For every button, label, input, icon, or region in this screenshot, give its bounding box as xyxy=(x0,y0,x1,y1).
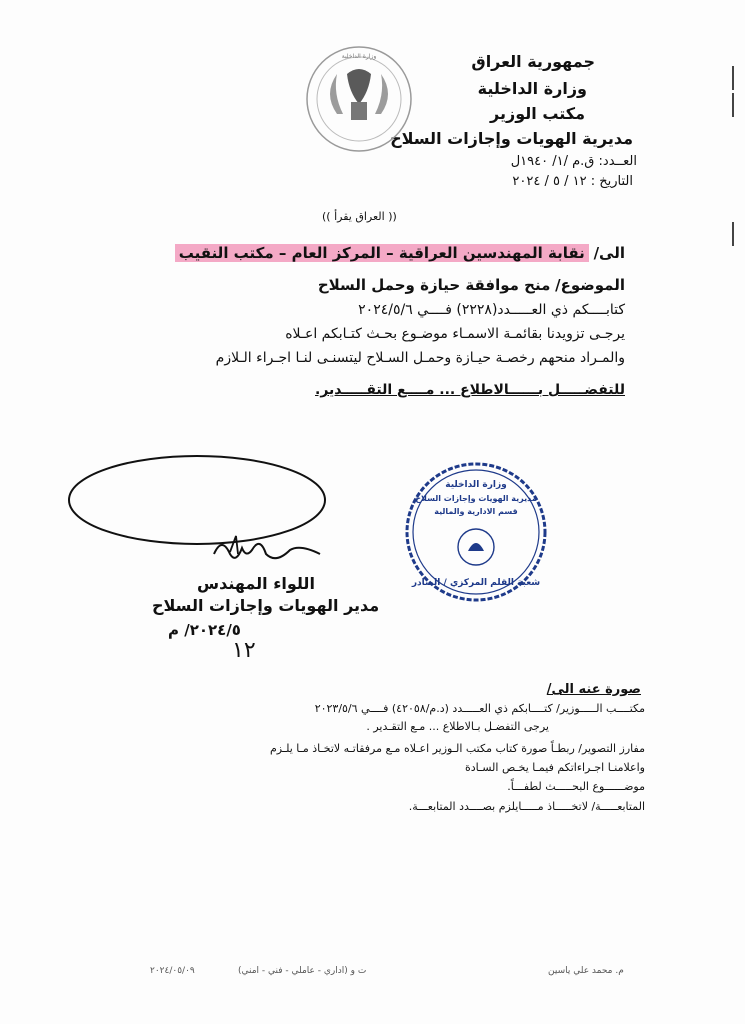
recipient: نقابة المهندسين العراقية – المركز العام – مكتب النقيب xyxy=(175,244,589,262)
subject-line xyxy=(318,276,625,294)
header-directorate: مديرية الهويات وإجازات السلاح xyxy=(390,129,633,148)
signatory-title: مدير الهويات وإجازات السلاح xyxy=(152,596,380,615)
ref-number-value: ق.م /١/ ١٩٤٠ل xyxy=(510,154,595,169)
header-ministry: وزارة الداخلية xyxy=(477,79,587,98)
copy-item-1b: يرجى التفضـل بـالاطلاع ... مـع التقـدير . xyxy=(366,720,549,733)
copy-item-2c: موضــــــوع البحـــــث لطفـــاً. xyxy=(507,780,645,793)
footer-initials: ت و (اداري - عاملي - فني - امني) xyxy=(238,966,367,976)
header-office: مكتب الوزير xyxy=(490,104,585,123)
subject: منح موافقة حيازة وحمل السلاح xyxy=(317,276,551,294)
emblem-text: وزارة الداخلية xyxy=(341,53,377,60)
copy-item-2b: واعلامنـا اجـراءاتكم فيمـا يخـص السـادة xyxy=(465,761,645,774)
copy-item-1a: مكتــــب الـــــوزير/ كتــــابكم ذي العـــــدد (د.م/٤٢٠٥٨) فــــي ٢٠٢٣/٥/٦ xyxy=(314,702,645,715)
body-line-1: كتابــــكم ذي العـــــدد(٢٢٢٨) فــــي ٢٠٢٤/٥/٦ xyxy=(358,302,625,318)
body-line-3: والمـراد منحهم رخصـة حيـازة وحمـل السـلاح ليتسنـى لنـا اجـراء الـلازم xyxy=(215,350,625,366)
signature xyxy=(210,530,330,570)
stamp-line-3: قسم الادارية والمالية xyxy=(434,507,518,516)
body-line-2: يرجـى تزويدنا بقائمـة الاسمـاء موضـوع بحـث كتـابكم اعـلاه xyxy=(285,326,625,342)
stamp-line-4: شعبة القلم المركزي / الصادر xyxy=(411,578,541,588)
stamp-line-2: مديرية الهويات وإجازات السلاح xyxy=(415,494,537,503)
ref-number xyxy=(511,154,637,169)
recipient-line xyxy=(175,244,625,262)
edge-mark xyxy=(732,222,734,246)
copy-item-2a: مفارز التصوير/ ربطـاً صورة كتاب مكتب الـوزير اعـلاه مـع مرفقاتـه لاتخـاذ مـا يلـزم xyxy=(270,742,645,755)
body-line-4: للتفضـــــل بــــــالاطلاع ... مــــع التقـــــدير. xyxy=(315,382,625,398)
edge-mark xyxy=(732,66,734,90)
ref-date xyxy=(512,174,633,189)
subject-label: الموضوع/ xyxy=(555,276,625,294)
ref-date-value: ١٢ / ٥ / ٢٠٢٤ xyxy=(512,174,587,189)
copy-item-3: المتابعـــــة/ لاتخـــــاذ مـــــايلزم بصــــدد المتابعـــة. xyxy=(408,800,645,813)
recipient-prefix: الى/ xyxy=(593,244,625,262)
ministry-emblem xyxy=(303,44,415,154)
header-republic: جمهورية العراق xyxy=(471,52,595,71)
motto: (( العراق يقرأ )) xyxy=(322,210,397,223)
signatory-day: ١٢ xyxy=(232,638,256,663)
edge-mark xyxy=(732,93,734,117)
copy-heading: صورة عنه الى/ xyxy=(546,682,641,697)
ref-date-label: التاريخ : xyxy=(590,174,633,189)
signatory-rank: اللواء المهندس xyxy=(197,574,315,593)
footer-date: ٢٠٢٤/٠٥/٠٩ xyxy=(150,966,195,976)
signatory-date: ٢٠٢٤/٥/ م xyxy=(168,621,241,639)
ref-number-label: العــدد: xyxy=(598,154,637,169)
footer-typist: م. محمد علي ياسين xyxy=(548,966,624,976)
stamp-line-1: وزارة الداخلية xyxy=(445,480,507,490)
issue-stamp xyxy=(404,461,548,603)
